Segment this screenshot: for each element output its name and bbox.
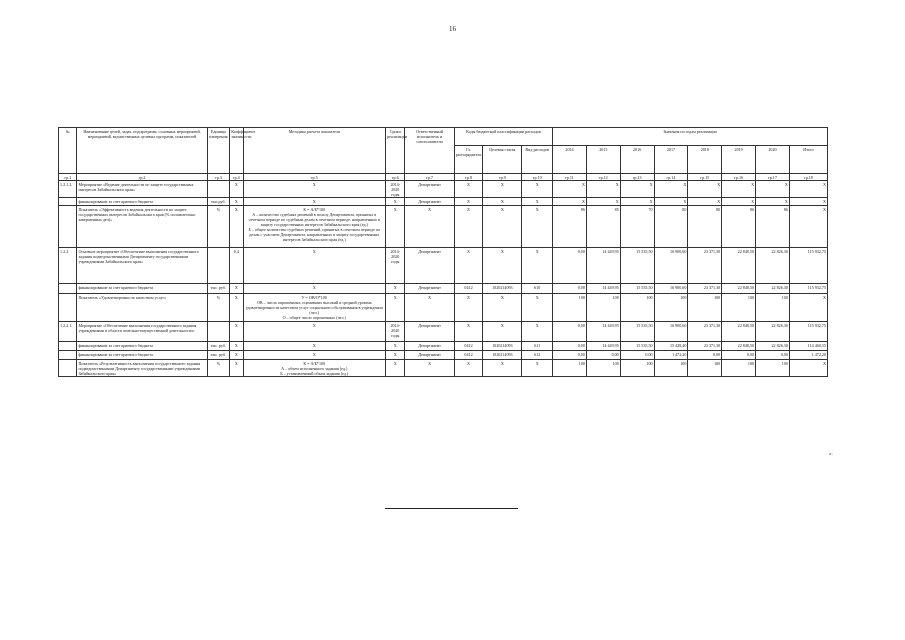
column-number-cell: гр.9 bbox=[483, 174, 522, 181]
table-cell: 100 bbox=[722, 294, 756, 322]
table-cell: 100 bbox=[586, 294, 620, 322]
header-unit: Единица измерения bbox=[207, 128, 230, 174]
table-cell: X bbox=[386, 284, 405, 294]
table-cell: 22 826,30 bbox=[756, 248, 790, 284]
table-cell: 16 900,60 bbox=[654, 248, 688, 284]
table-cell: X bbox=[230, 351, 243, 360]
table-cell bbox=[59, 342, 77, 351]
table-cell: X bbox=[454, 322, 483, 342]
table-cell: X bbox=[230, 360, 243, 377]
table-cell: 22 848,50 bbox=[722, 248, 756, 284]
table-cell: 100 bbox=[688, 360, 722, 377]
program-table-container bbox=[58, 127, 828, 377]
table-cell: тыс.руб. bbox=[207, 198, 230, 206]
table-cell: X bbox=[586, 198, 620, 206]
table-cell: 15 535,50 bbox=[620, 248, 654, 284]
table-cell: 22 848,50 bbox=[722, 284, 756, 294]
column-number-cell: гр.17 bbox=[756, 174, 790, 181]
table-row bbox=[59, 198, 828, 206]
table-cell: X bbox=[454, 360, 483, 377]
table-cell: 0412 bbox=[454, 351, 483, 360]
table-cell: Показатель «Результативность выполнения государственного задания подведомственными Департаменту государственными учреждениями Забайкальского края» bbox=[77, 360, 207, 377]
table-cell bbox=[207, 322, 230, 342]
table-cell: 85 bbox=[586, 206, 620, 248]
column-number-cell: гр.15 bbox=[688, 174, 722, 181]
table-cell: 1 472,20 bbox=[789, 351, 827, 360]
table-cell: тыс. руб. bbox=[207, 351, 230, 360]
table-cell: 1020214093 bbox=[483, 351, 522, 360]
table-cell: % bbox=[207, 294, 230, 322]
table-cell: X bbox=[386, 342, 405, 351]
header-year-total: Итого bbox=[789, 146, 827, 174]
table-cell bbox=[59, 284, 77, 294]
table-cell: 86 bbox=[756, 206, 790, 248]
table-cell: X bbox=[522, 248, 553, 284]
table-row bbox=[59, 351, 828, 360]
header-term: Сроки реализации bbox=[386, 128, 405, 174]
column-number-cell: гр.10 bbox=[522, 174, 553, 181]
table-cell: X bbox=[386, 198, 405, 206]
table-cell: X bbox=[688, 198, 722, 206]
table-cell bbox=[207, 181, 230, 198]
table-cell: 22 848,50 bbox=[722, 342, 756, 351]
table-cell: 22 826,30 bbox=[756, 342, 790, 351]
table-cell: X bbox=[620, 198, 654, 206]
header-year: 2018 bbox=[688, 146, 722, 174]
table-cell: 115 932,75 bbox=[789, 248, 827, 284]
program-table bbox=[58, 127, 828, 377]
table-cell: 115 932,75 bbox=[789, 284, 827, 294]
table-cell: 100 bbox=[553, 360, 587, 377]
table-cell: X bbox=[483, 206, 522, 248]
table-cell: X bbox=[386, 351, 405, 360]
table-cell: 0,00 bbox=[722, 351, 756, 360]
table-cell: 100 bbox=[553, 294, 587, 322]
table-cell: 22 826,30 bbox=[756, 322, 790, 342]
table-cell: X bbox=[522, 206, 553, 248]
table-cell: 100 bbox=[586, 360, 620, 377]
table-cell: Мероприятие «Обеспечение выполнения государственного задания учреждениями в области земельно-имущественной деятельности» bbox=[77, 322, 207, 342]
table-cell: К = А/Б*100 А – объем исполненного задания (ед.) Б – установленный объем задания (ед.) bbox=[243, 360, 386, 377]
table-row bbox=[59, 248, 828, 284]
table-cell: 22 826,30 bbox=[756, 284, 790, 294]
header-year: 2019 bbox=[722, 146, 756, 174]
table-cell: 100 bbox=[620, 360, 654, 377]
header-values: Значения по годам реализации bbox=[553, 128, 828, 146]
table-cell: X bbox=[405, 360, 454, 377]
table-cell: X bbox=[230, 294, 243, 322]
table-cell: 0,00 bbox=[553, 248, 587, 284]
table-cell: 80 bbox=[654, 206, 688, 248]
table-cell: 100 bbox=[722, 360, 756, 377]
header-executor: Ответственный исполнитель и соисполнители bbox=[405, 128, 454, 174]
column-number-cell: гр.11 bbox=[553, 174, 587, 181]
table-cell: 115 932,75 bbox=[789, 322, 827, 342]
table-cell: X bbox=[243, 198, 386, 206]
table-cell: X bbox=[405, 294, 454, 322]
table-cell: 1.2.2. bbox=[59, 248, 77, 284]
table-cell: Показатель «Эффективность ведения деятельности по защите государственных интересов Забайкальского края (% положительно завершенных дел)» bbox=[77, 206, 207, 248]
column-number-cell: гр.16 bbox=[722, 174, 756, 181]
table-cell: Департамент bbox=[405, 342, 454, 351]
table-cell: X bbox=[722, 181, 756, 198]
table-row bbox=[59, 322, 828, 342]
table-row bbox=[59, 360, 828, 377]
table-cell: 15 428,40 bbox=[654, 342, 688, 351]
table-cell: 14 449,95 bbox=[586, 342, 620, 351]
table-header bbox=[59, 128, 828, 174]
table-cell: Показатель «Удовлетворенность качеством услуг» bbox=[77, 294, 207, 322]
table-cell: 2014-2020 годы bbox=[386, 248, 405, 284]
table-cell: X bbox=[789, 294, 827, 322]
table-cell: тыс. руб. bbox=[207, 284, 230, 294]
table-cell: 100 bbox=[654, 294, 688, 322]
table-cell: 1020214093 bbox=[483, 284, 522, 294]
header-code-gr: Гл. распорядитель bbox=[454, 146, 483, 174]
table-cell: Основное мероприятие «Обеспечение выполнения государственного задания подведомственными Департаменту государственными учреждениями Забайкальского края» bbox=[77, 248, 207, 284]
header-method: Методика расчета показателя bbox=[243, 128, 386, 174]
table-cell: X bbox=[230, 206, 243, 248]
column-number-cell: гр.1 bbox=[59, 174, 77, 181]
table-row bbox=[59, 294, 828, 322]
column-number-cell: гр.18 bbox=[789, 174, 827, 181]
table-row bbox=[59, 284, 828, 294]
table-cell: X bbox=[789, 198, 827, 206]
table-cell: X bbox=[553, 198, 587, 206]
table-cell: финансирование за счет краевого бюджета bbox=[77, 284, 207, 294]
table-cell: 0,00 bbox=[756, 351, 790, 360]
table-cell: X bbox=[230, 342, 243, 351]
table-cell: 0412 bbox=[454, 284, 483, 294]
table-cell: X bbox=[386, 360, 405, 377]
table-cell: 1.2.2.1. bbox=[59, 322, 77, 342]
table-cell: X bbox=[386, 294, 405, 322]
table-cell bbox=[59, 351, 77, 360]
table-cell: X bbox=[789, 181, 827, 198]
table-cell: 114 460,55 bbox=[789, 342, 827, 351]
table-cell: X bbox=[454, 198, 483, 206]
table-cell: 1020214093 bbox=[483, 342, 522, 351]
table-cell: X bbox=[789, 360, 827, 377]
table-cell: тыс. руб. bbox=[207, 342, 230, 351]
table-cell: X bbox=[483, 360, 522, 377]
table-cell: X bbox=[688, 181, 722, 198]
table-cell: 0,00 bbox=[688, 351, 722, 360]
table-cell: X bbox=[522, 322, 553, 342]
table-cell: 0,00 bbox=[620, 351, 654, 360]
header-year: 2015 bbox=[586, 146, 620, 174]
table-cell: 0,00 bbox=[553, 284, 587, 294]
table-cell: 80 bbox=[688, 206, 722, 248]
table-cell: 610 bbox=[522, 284, 553, 294]
table-cell: % bbox=[207, 360, 230, 377]
table-cell: X bbox=[620, 181, 654, 198]
header-year: 2020 bbox=[756, 146, 790, 174]
table-cell: У = ОВ/О*100 ОВ – число опрошенных, оценивших высокий и средний уровень удовлетворенности качеством услуг социального обслуживания в учреждении (чел.) О – общее число опрошенных (чел.) bbox=[243, 294, 386, 322]
table-cell: X bbox=[522, 294, 553, 322]
header-name: Наименование целей, задач, подпрограмм, основных мероприятий, мероприятий, ведомственных целевых программ, показателей bbox=[77, 128, 207, 174]
table-cell: X bbox=[756, 198, 790, 206]
table-cell: Департамент bbox=[405, 284, 454, 294]
edge-mark: ». bbox=[829, 452, 833, 457]
header-code-cs: Целевая статья bbox=[483, 146, 522, 174]
column-number-cell: гр.4 bbox=[230, 174, 243, 181]
table-cell: 611 bbox=[522, 342, 553, 351]
table-cell: X bbox=[405, 206, 454, 248]
table-cell: Мероприятие «Ведение деятельности по защите государственных интересов Забайкальского края» bbox=[77, 181, 207, 198]
table-cell: Департамент bbox=[405, 198, 454, 206]
table-cell: X bbox=[553, 181, 587, 198]
table-cell: финансирование за счет краевого бюджета bbox=[77, 342, 207, 351]
table-cell: 100 bbox=[688, 294, 722, 322]
table-cell: X bbox=[386, 206, 405, 248]
table-cell: 100 bbox=[756, 294, 790, 322]
header-year: 2017 bbox=[654, 146, 688, 174]
table-cell: 0,4 bbox=[230, 248, 243, 284]
table-cell: 15 535,50 bbox=[620, 284, 654, 294]
column-number-cell: гр.12 bbox=[586, 174, 620, 181]
table-cell bbox=[59, 360, 77, 377]
table-body bbox=[59, 174, 828, 377]
table-cell: X bbox=[454, 206, 483, 248]
table-cell: 0412 bbox=[454, 342, 483, 351]
table-cell: X bbox=[243, 248, 386, 284]
table-cell: 23 371,30 bbox=[688, 284, 722, 294]
table-cell: 15 535,50 bbox=[620, 342, 654, 351]
table-cell: 86 bbox=[722, 206, 756, 248]
column-number-cell: гр.7 bbox=[405, 174, 454, 181]
table-cell: X bbox=[230, 198, 243, 206]
header-year: 2016 bbox=[620, 146, 654, 174]
table-cell: 22 848,50 bbox=[722, 322, 756, 342]
table-cell: 14 449,95 bbox=[586, 284, 620, 294]
table-cell: X bbox=[654, 198, 688, 206]
header-year: 2014 bbox=[553, 146, 587, 174]
table-cell: X bbox=[483, 248, 522, 284]
table-cell: X bbox=[454, 248, 483, 284]
table-cell: X bbox=[230, 181, 243, 198]
table-cell: 23 371,30 bbox=[688, 248, 722, 284]
table-cell: 70 bbox=[620, 206, 654, 248]
table-cell: 0,00 bbox=[553, 342, 587, 351]
table-cell: X bbox=[230, 284, 243, 294]
table-cell bbox=[207, 248, 230, 284]
table-cell: X bbox=[454, 294, 483, 322]
column-number-cell: гр.3 bbox=[207, 174, 230, 181]
table-cell: Департамент bbox=[405, 181, 454, 198]
table-cell bbox=[59, 198, 77, 206]
table-cell: X bbox=[522, 181, 553, 198]
table-cell: финансирование за счет краевого бюджета bbox=[77, 351, 207, 360]
table-cell: X bbox=[522, 198, 553, 206]
table-cell: 100 bbox=[620, 294, 654, 322]
table-cell: 23 371,30 bbox=[688, 342, 722, 351]
header-coef: Коэффициент значимости bbox=[230, 128, 243, 174]
table-cell: X bbox=[243, 342, 386, 351]
header-code-vr: Вид расходов bbox=[522, 146, 553, 174]
table-cell: К = А/Б*100 А – количество судебных решений в пользу Департамента, принятых в отчетном периоде по судебным делам в отчетном периоде, направленных в защиту государственных интересов Забайкальского края (ед.) Б – общее количество судебных решений, принятых в отчетном периоде по делам с участием Департамента, направленных в защиту государственных интересов Забайкальского края (ед.) bbox=[243, 206, 386, 248]
column-number-row bbox=[59, 174, 828, 181]
column-number-cell: гр.8 bbox=[454, 174, 483, 181]
table-cell: 0,00 bbox=[586, 351, 620, 360]
table-cell: 100 bbox=[654, 360, 688, 377]
table-cell: 1 472,20 bbox=[654, 351, 688, 360]
table-cell: 100 bbox=[756, 360, 790, 377]
column-number-cell: гр.6 bbox=[386, 174, 405, 181]
table-cell: X bbox=[243, 351, 386, 360]
table-row bbox=[59, 206, 828, 248]
table-cell: X bbox=[654, 181, 688, 198]
table-cell: 0,00 bbox=[553, 322, 587, 342]
table-cell: X bbox=[483, 294, 522, 322]
table-cell: X bbox=[483, 198, 522, 206]
table-cell: финансирование за счет краевого бюджета bbox=[77, 198, 207, 206]
table-cell: X bbox=[522, 360, 553, 377]
table-cell: 14 449,95 bbox=[586, 248, 620, 284]
table-cell: 1.2.1.2. bbox=[59, 181, 77, 198]
column-number-cell: гр.5 bbox=[243, 174, 386, 181]
table-cell: Департамент bbox=[405, 322, 454, 342]
table-cell: X bbox=[243, 284, 386, 294]
table-cell: 86 bbox=[553, 206, 587, 248]
table-cell: 23 371,30 bbox=[688, 322, 722, 342]
table-cell: % bbox=[207, 206, 230, 248]
column-number-cell: гр.13 bbox=[620, 174, 654, 181]
table-row bbox=[59, 342, 828, 351]
table-cell: X bbox=[756, 181, 790, 198]
column-number-cell: гр.14 bbox=[654, 174, 688, 181]
table-cell: X bbox=[243, 322, 386, 342]
table-cell: Департамент bbox=[405, 351, 454, 360]
table-cell: 16 900,60 bbox=[654, 322, 688, 342]
table-cell: 15 535,50 bbox=[620, 322, 654, 342]
table-cell: X bbox=[230, 322, 243, 342]
header-no: № bbox=[59, 128, 77, 174]
table-cell: 612 bbox=[522, 351, 553, 360]
table-cell: X bbox=[243, 181, 386, 198]
table-cell: 2014-2020 годы bbox=[386, 181, 405, 198]
column-number-cell: гр.2 bbox=[77, 174, 207, 181]
table-cell: X bbox=[483, 181, 522, 198]
page-number: 16 bbox=[449, 25, 456, 33]
table-cell bbox=[59, 206, 77, 248]
header-codes: Коды бюджетной классификации расходов bbox=[454, 128, 552, 146]
table-cell: X bbox=[586, 181, 620, 198]
table-cell: X bbox=[722, 198, 756, 206]
table-cell: 14 449,95 bbox=[586, 322, 620, 342]
table-row bbox=[59, 181, 828, 198]
table-cell: 0,00 bbox=[553, 351, 587, 360]
table-cell: 2014-2020 годы bbox=[386, 322, 405, 342]
table-cell: X bbox=[483, 322, 522, 342]
table-cell: X bbox=[789, 206, 827, 248]
table-cell: 16 900,60 bbox=[654, 284, 688, 294]
table-cell: X bbox=[454, 181, 483, 198]
table-cell: Департамент bbox=[405, 248, 454, 284]
table-cell bbox=[59, 294, 77, 322]
bottom-rule bbox=[385, 508, 518, 509]
